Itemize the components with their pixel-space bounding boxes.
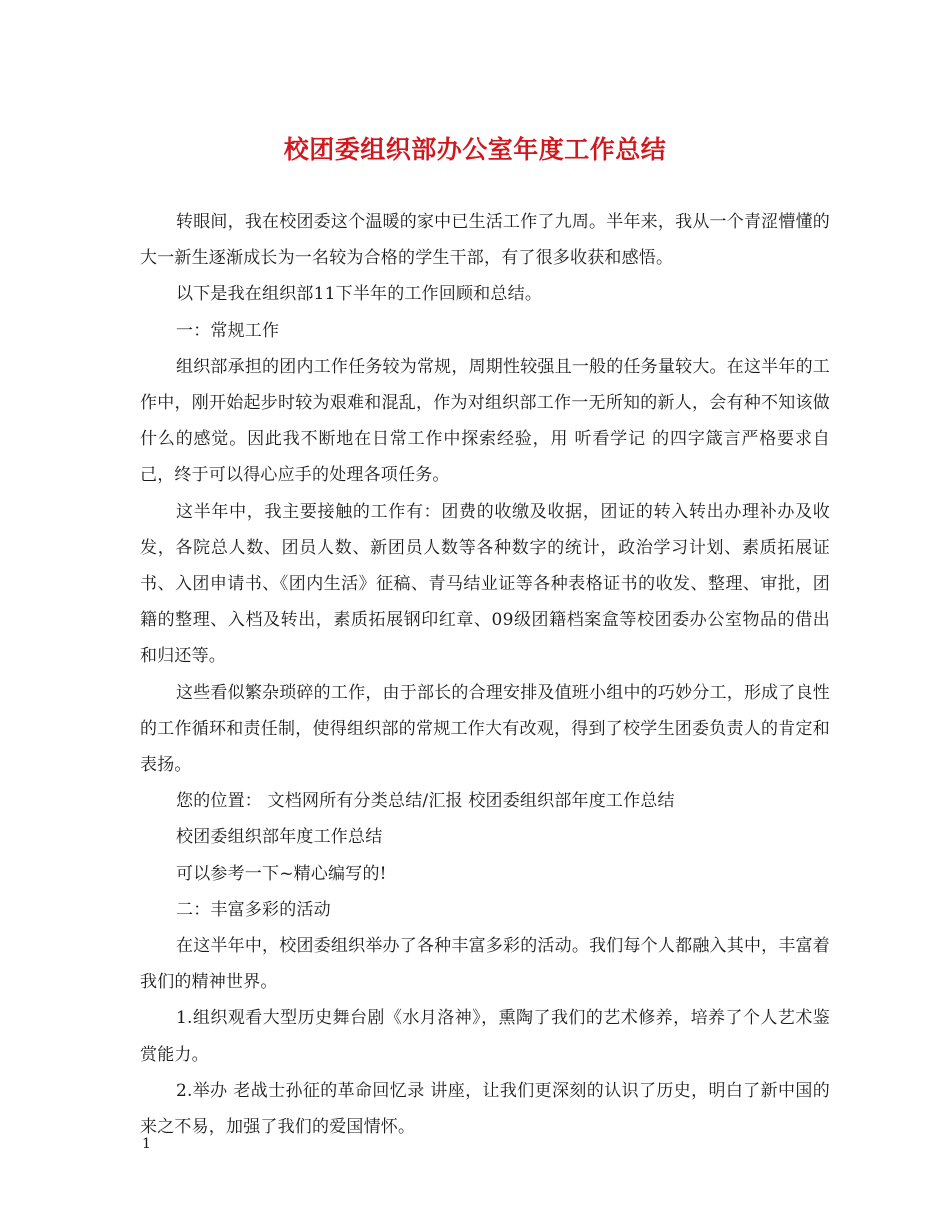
page-number: 1 — [142, 1136, 151, 1152]
document-title: 校团委组织部办公室年度工作总结 — [283, 135, 667, 164]
document-body — [140, 204, 830, 1145]
paragraph-review-intro: 以下是我在组织部11下半年的工作回顾和总结。 — [176, 284, 543, 305]
section-heading-routine-work: 一：常规工作 — [176, 320, 280, 341]
paragraph-activity-2: 2.举办 老战士孙征的革命回忆录 讲座，让我们更深刻的认识了历史，明白了新中国的来之不易，加强了我们的爱国情怀。 — [140, 1080, 830, 1138]
paragraph-work-items: 这半年中，我主要接触的工作有：团费的收缴及收据，团证的转入转出办理补办及收发，各院总人数、团员人数、新团员人数等各种数字的统计，政治学习计划、素质拓展证书、入团申请书、《团内生活》征稿、青马结业证等各种表格证书的收发、整理、审批，团籍的整理、入档及转出，素质拓展钢印红章、09级团籍档案盒等校团委办公室物品的借出和归还等。 — [140, 501, 830, 667]
paragraph-subtitle: 校团委组织部年度工作总结 — [176, 827, 383, 848]
paragraph-intro: 转眼间，我在校团委这个温暖的家中已生活工作了九周。半年来，我从一个青涩懵懂的大一新生逐渐成长为一名较为合格的学生干部，有了很多收获和感悟。 — [140, 212, 830, 269]
paragraph-routine-work: 组织部承担的团内工作任务较为常规，周期性较强且一般的任务量较大。在这半年的工作中，刚开始起步时较为艰难和混乱，作为对组织部工作一无所知的新人，会有种不知该做什么的感觉。因此我不断地在日常工作中探索经验，用 听看学记 的四字箴言严格要求自己，终于可以得心应手的处理各项任务。 — [140, 356, 830, 486]
paragraph-work-results: 这些看似繁杂琐碎的工作，由于部长的合理安排及值班小组中的巧妙分工，形成了良性的工作循环和责任制，使得组织部的常规工作大有改观，得到了校学生团委负责人的肯定和表扬。 — [140, 682, 830, 776]
paragraph-activity-1: 1.组织观看大型历史舞台剧《水月洛神》，熏陶了我们的艺术修养，培养了个人艺术鉴赏能力。 — [140, 1008, 830, 1065]
paragraph-activities-intro: 在这半年中，校团委组织举办了各种丰富多彩的活动。我们每个人都融入其中，丰富着我们的精神世界。 — [140, 936, 830, 993]
section-heading-activities: 二：丰富多彩的活动 — [176, 899, 331, 920]
paragraph-location: 您的位置： 文档网所有分类总结/汇报 校团委组织部年度工作总结 — [176, 791, 675, 812]
paragraph-reference-note: 可以参考一下~精心编写的! — [176, 863, 387, 884]
